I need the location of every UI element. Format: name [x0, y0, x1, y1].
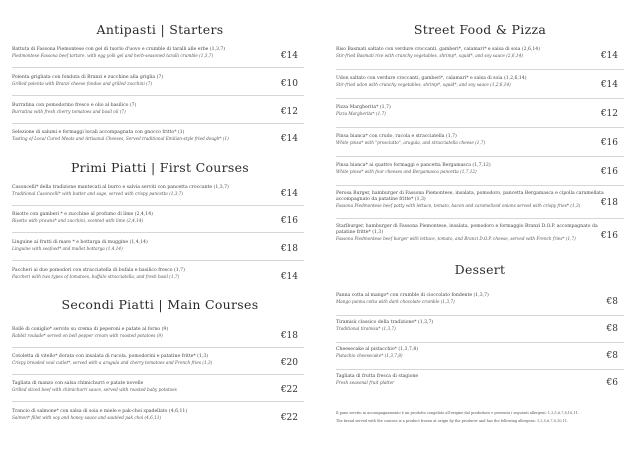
item-name-en: Salmon* fillet with soy and honey sauce and sautéed pak choi (4,6,11) — [12, 414, 162, 420]
item-name-en: Traditional Casoncelli* with butter and sage, served with crispy pancetta (1,3,7) — [12, 190, 184, 196]
section-title-secondi: Secondi Piatti | Main Courses — [61, 297, 259, 312]
item-price: €8 — [606, 324, 618, 334]
item-name-it: Battuta di Fassona Piemontese con gel di tuorlo d'uovo e crumble di taralli alle erbe (1,3,7) — [12, 47, 226, 52]
divider — [336, 218, 624, 219]
divider — [12, 123, 304, 124]
item-price: €18 — [600, 198, 618, 208]
item-name-en: Fresh seasonal fruit platter — [336, 379, 395, 385]
item-name-en: Tasting of Local Cured Meats and Artisanal Cheeses, Served traditional Emilian-style fried dough* (1) — [12, 135, 229, 141]
item-name-it: Pinsa bianca* con crudo, rucola e stracciatella (1,7) — [336, 134, 457, 139]
item-name-en: Rabbit roulade* served on bell pepper cream with roasted potatoes (9) — [12, 332, 163, 338]
divider — [336, 98, 624, 99]
item-name-it: Perosa Burger, hamburger di Fassona Piemontese, insalata, pomodoro, pancetta Bergamasca e cipolla caramellata accompagnato da patatine fritte* (1,3) — [336, 191, 604, 202]
item-name-en: Stir-fried Basmati rice with crunchy vegetables, shrimp*, squid*, and soy sauce (2,6,14) — [336, 52, 523, 58]
item-name-it: Burratina con pomodorino fresco e olio al basilico (7) — [12, 103, 137, 108]
item-price: €22 — [280, 413, 298, 423]
item-name-it: Tiramisù classico della tradizione* (1,3,7) — [336, 320, 434, 325]
divider — [336, 69, 624, 70]
item-name-en: Pizza Margherita* (1,7) — [336, 110, 386, 116]
item-price: €18 — [280, 244, 298, 254]
item-name-it: Linguine ai frutti di mare * e bottarga di muggine (1,4,14) — [12, 240, 148, 245]
item-name-en: White pinsa* with four cheeses and Bergamasca pancetta (1,7,12) — [336, 168, 477, 174]
item-name-en: Grilled polenta with Branzi cheese fondue and grilled zucchini (7) — [12, 80, 153, 86]
item-name-it: Cotoletta di vitello* dorata con insalata di rucola, pomodorini e patatine fritte* (1,3) — [12, 354, 209, 359]
item-price: €16 — [600, 167, 618, 177]
divider — [12, 67, 304, 68]
item-price: €14 — [280, 51, 298, 61]
item-price: €18 — [280, 331, 298, 341]
item-price: €14 — [280, 272, 298, 282]
divider — [12, 232, 304, 233]
item-name-en: Linguine with seafood* and mullet bottarga (1,4,14) — [12, 245, 123, 251]
item-name-en: Burratina with fresh cherry tomatoes and basil oil (7) — [12, 108, 126, 114]
item-price: €6 — [606, 378, 618, 388]
item-price: €16 — [280, 216, 298, 226]
item-price: €8 — [606, 351, 618, 361]
item-name-en: Grilled sliced beef with chimichurri sauce, served with roasted baby potatoes — [12, 386, 177, 392]
divider — [336, 185, 624, 186]
item-name-it: Tagliata di frutta fresca di stagione — [336, 374, 419, 379]
item-name-en: Fassona Piedmontese beef patty with lettuce, tomato, bacon and caramelized onions served with crispy fries* (1,3) — [336, 202, 581, 208]
item-name-it: Starlburger, hamburger di Fassona Piemontese, insalata, pomodoro e formaggio Branzi D.O.P. accompagnato da patatine fritte* (1,3) — [336, 224, 598, 235]
bread-allergen-note-en: The bread served with the courses is a product frozen at origin by the producer and has the following allergens: 1,3,5,6,7,8,10,11. — [336, 419, 569, 423]
item-name-it: Tagliata di manzo con salsa chimichurri e patate novelle — [12, 381, 144, 386]
item-name-it: Polenta grigliata con fonduta di Branzi e zucchine alla griglia (7) — [12, 75, 164, 80]
item-name-en: Stir-fried udon with crunchy vegetables, shrimp*, squid*, and soy sauce (1,2,6,14) — [336, 81, 511, 87]
item-name-it: Udon saltato con verdure croccanti, gamberi*, calamari* e salsa di soia (1,2,6,14) — [336, 76, 527, 81]
item-name-en: Fassona Piedmontese beef burger with lettuce, tomato, and Branzi D.O.P. cheese, served with French fries* (1,7) — [336, 235, 576, 241]
item-price: €12 — [600, 109, 618, 119]
item-name-en: Risotto with prawns* and zucchini, scented with lime (2,4,14) — [12, 217, 144, 223]
section-title-primi: Primi Piatti | First Courses — [70, 160, 250, 175]
divider — [12, 374, 304, 375]
bread-allergen-note-it: Il pane servito in accompagnamento è un prodotto congelato all'origine dal produttore e presenta i seguenti allergeni: 1,3,5,6,7,8,10,11. — [336, 411, 579, 415]
item-name-en: Crispy breaded veal cutlet*, served with a arugula and cherry tomatoes and French fries (1,3) — [12, 359, 213, 365]
item-name-it: Selezione di salumi e formaggi locali accompagnata con gnocco fritto* (1) — [12, 130, 185, 135]
item-name-it: Pinsa bianca* ai quattro formaggi e pancetta Bergamasca (1,7,12) — [336, 163, 491, 168]
item-price: €16 — [600, 138, 618, 148]
item-name-it: Trancio di salmone* con salsa di soia e miele e pak-choi spadellato (4,6,11) — [12, 409, 188, 414]
divider — [12, 260, 304, 261]
item-name-it: Riso Basmati saltato con verdure croccanti, gamberi*, calamari* e salsa di soia (2,6,14) — [336, 47, 541, 52]
section-title-street-food: Street Food & Pizza — [413, 22, 547, 37]
section-title-antipasti: Antipasti | Starters — [96, 22, 224, 37]
item-name-en: Paccheri with two types of tomatoes, buffalo stracciatella, and fresh basil (1,7) — [12, 273, 180, 279]
divider — [12, 205, 304, 206]
item-price: €8 — [606, 297, 618, 307]
divider — [12, 401, 304, 402]
divider — [336, 315, 624, 316]
item-price: €10 — [280, 79, 298, 89]
divider — [336, 127, 624, 128]
section-title-dessert: Dessert — [454, 262, 506, 277]
item-price: €14 — [280, 189, 298, 199]
divider — [12, 347, 304, 348]
divider — [336, 156, 624, 157]
divider — [336, 369, 624, 370]
item-name-it: Panna cotta al mango* con crumble di cioccolato fondente (1,3,7) — [336, 293, 489, 298]
item-price: €12 — [280, 107, 298, 117]
item-price: €16 — [600, 231, 618, 241]
item-name-en: Mango panna cotta with dark chocolate crumble (1,3,7) — [336, 298, 455, 304]
divider — [12, 95, 304, 96]
item-name-it: Paccheri ai due pomodori con stracciatella di bufala e basilico fresco (1,7) — [12, 268, 185, 273]
item-name-it: Risotto con gamberi * e zucchine al profumo di lime (2,4,14) — [12, 212, 153, 217]
item-price: €20 — [280, 358, 298, 368]
item-price: €14 — [280, 134, 298, 144]
item-price: €14 — [600, 51, 618, 61]
item-price: €14 — [600, 80, 618, 90]
item-name-it: Rollè di coniglio* servito su crema di peperoni e patate al forno (9) — [12, 327, 169, 332]
item-name-en: Traditional tiramisu* (1,3,7) — [336, 325, 396, 331]
item-name-en: White pinsa* with "prosciutto", arugula, and stracciatella cheese (1,7) — [336, 139, 486, 145]
item-name-en: Pistachio cheesecake* (1,3,7,8) — [336, 352, 403, 358]
divider — [336, 342, 624, 343]
item-name-en: Piedmontese Fassona beef tartare, with egg yolk gel and herb-seasoned taralli crumble (1,3,7) — [12, 52, 214, 58]
item-name-it: Pizza Margherita* (1,7) — [336, 105, 391, 110]
item-name-it: Cheesecake al pistacchio* (1,3,7,8) — [336, 347, 419, 352]
item-price: €22 — [280, 385, 298, 395]
item-name-it: Casoncelli* della tradizione mantecati al burro e salvia serviti con pancetta croccante (1,3,7) — [12, 185, 229, 190]
